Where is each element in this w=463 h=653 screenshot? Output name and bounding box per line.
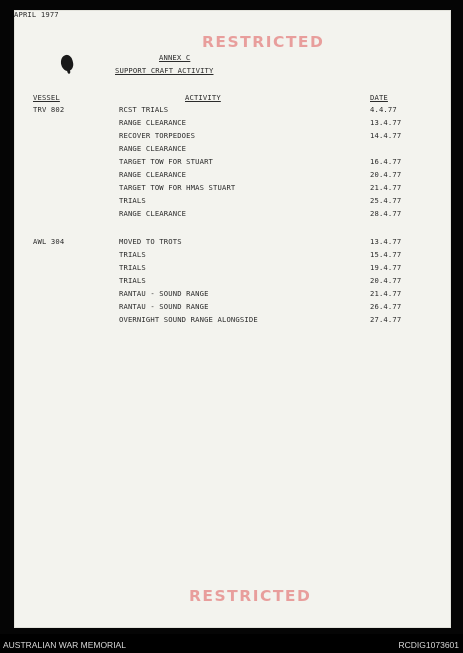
table-row: [14, 170, 451, 182]
activity-cell: MOVED TO TROTS: [119, 237, 182, 246]
date-cell: 26.4.77: [370, 302, 402, 311]
date-cell: 15.4.77: [370, 250, 402, 259]
document-page: [14, 10, 451, 628]
activity-cell: RANGE CLEARANCE: [119, 144, 187, 153]
table-row: [14, 237, 451, 249]
date-cell: 21.4.77: [370, 289, 402, 298]
table-row: [14, 118, 451, 130]
table-row: [14, 209, 451, 221]
activity-cell: RCST TRIALS: [119, 105, 169, 114]
activity-cell: TRIALS: [119, 263, 146, 272]
vessel-cell: AWL 304: [33, 237, 65, 246]
table-row: [14, 289, 451, 301]
table-row: [14, 157, 451, 169]
activity-cell: TRIALS: [119, 250, 146, 259]
table-row: [14, 105, 451, 117]
date-cell: 21.4.77: [370, 183, 402, 192]
table-row: [14, 315, 451, 327]
date-cell: 28.4.77: [370, 209, 402, 218]
archive-name: AUSTRALIAN WAR MEMORIAL: [3, 640, 126, 650]
table-row: [14, 250, 451, 262]
vessel-column-header: VESSEL: [33, 93, 60, 102]
activity-cell: TARGET TOW FOR HMAS STUART: [119, 183, 236, 192]
annex-label: ANNEX C: [159, 53, 191, 62]
table-row: [14, 131, 451, 143]
document-date: APRIL 1977: [14, 10, 59, 19]
restricted-stamp-top: RESTRICTED: [202, 33, 325, 51]
document-title: SUPPORT CRAFT ACTIVITY: [115, 66, 214, 75]
activity-cell: RANGE CLEARANCE: [119, 118, 187, 127]
restricted-stamp-bottom: RESTRICTED: [189, 587, 312, 605]
activity-cell: TRIALS: [119, 276, 146, 285]
table-row: [14, 144, 451, 156]
archive-footer: [0, 634, 463, 653]
activity-cell: RANGE CLEARANCE: [119, 170, 187, 179]
date-column-header: DATE: [370, 93, 388, 102]
activity-cell: RECOVER TORPEDOES: [119, 131, 196, 140]
date-cell: 20.4.77: [370, 276, 402, 285]
date-cell: 19.4.77: [370, 263, 402, 272]
activity-column-header: ACTIVITY: [185, 93, 221, 102]
table-row: [14, 263, 451, 275]
activity-cell: OVERNIGHT SOUND RANGE ALONGSIDE: [119, 315, 258, 324]
date-cell: 16.4.77: [370, 157, 402, 166]
table-row: [14, 302, 451, 314]
date-cell: 4.4.77: [370, 105, 397, 114]
activity-cell: TRIALS: [119, 196, 146, 205]
date-cell: 25.4.77: [370, 196, 402, 205]
date-cell: 14.4.77: [370, 131, 402, 140]
table-row: [14, 183, 451, 195]
ink-blot: [59, 54, 75, 73]
table-row: [14, 196, 451, 208]
vessel-cell: TRV 802: [33, 105, 65, 114]
activity-cell: RANTAU - SOUND RANGE: [119, 302, 209, 311]
date-cell: 13.4.77: [370, 118, 402, 127]
table-row: [14, 276, 451, 288]
activity-cell: TARGET TOW FOR STUART: [119, 157, 214, 166]
archive-reference: RCDIG1073601: [398, 640, 459, 650]
date-cell: 13.4.77: [370, 237, 402, 246]
activity-cell: RANTAU - SOUND RANGE: [119, 289, 209, 298]
activity-cell: RANGE CLEARANCE: [119, 209, 187, 218]
date-cell: 27.4.77: [370, 315, 402, 324]
date-cell: 20.4.77: [370, 170, 402, 179]
